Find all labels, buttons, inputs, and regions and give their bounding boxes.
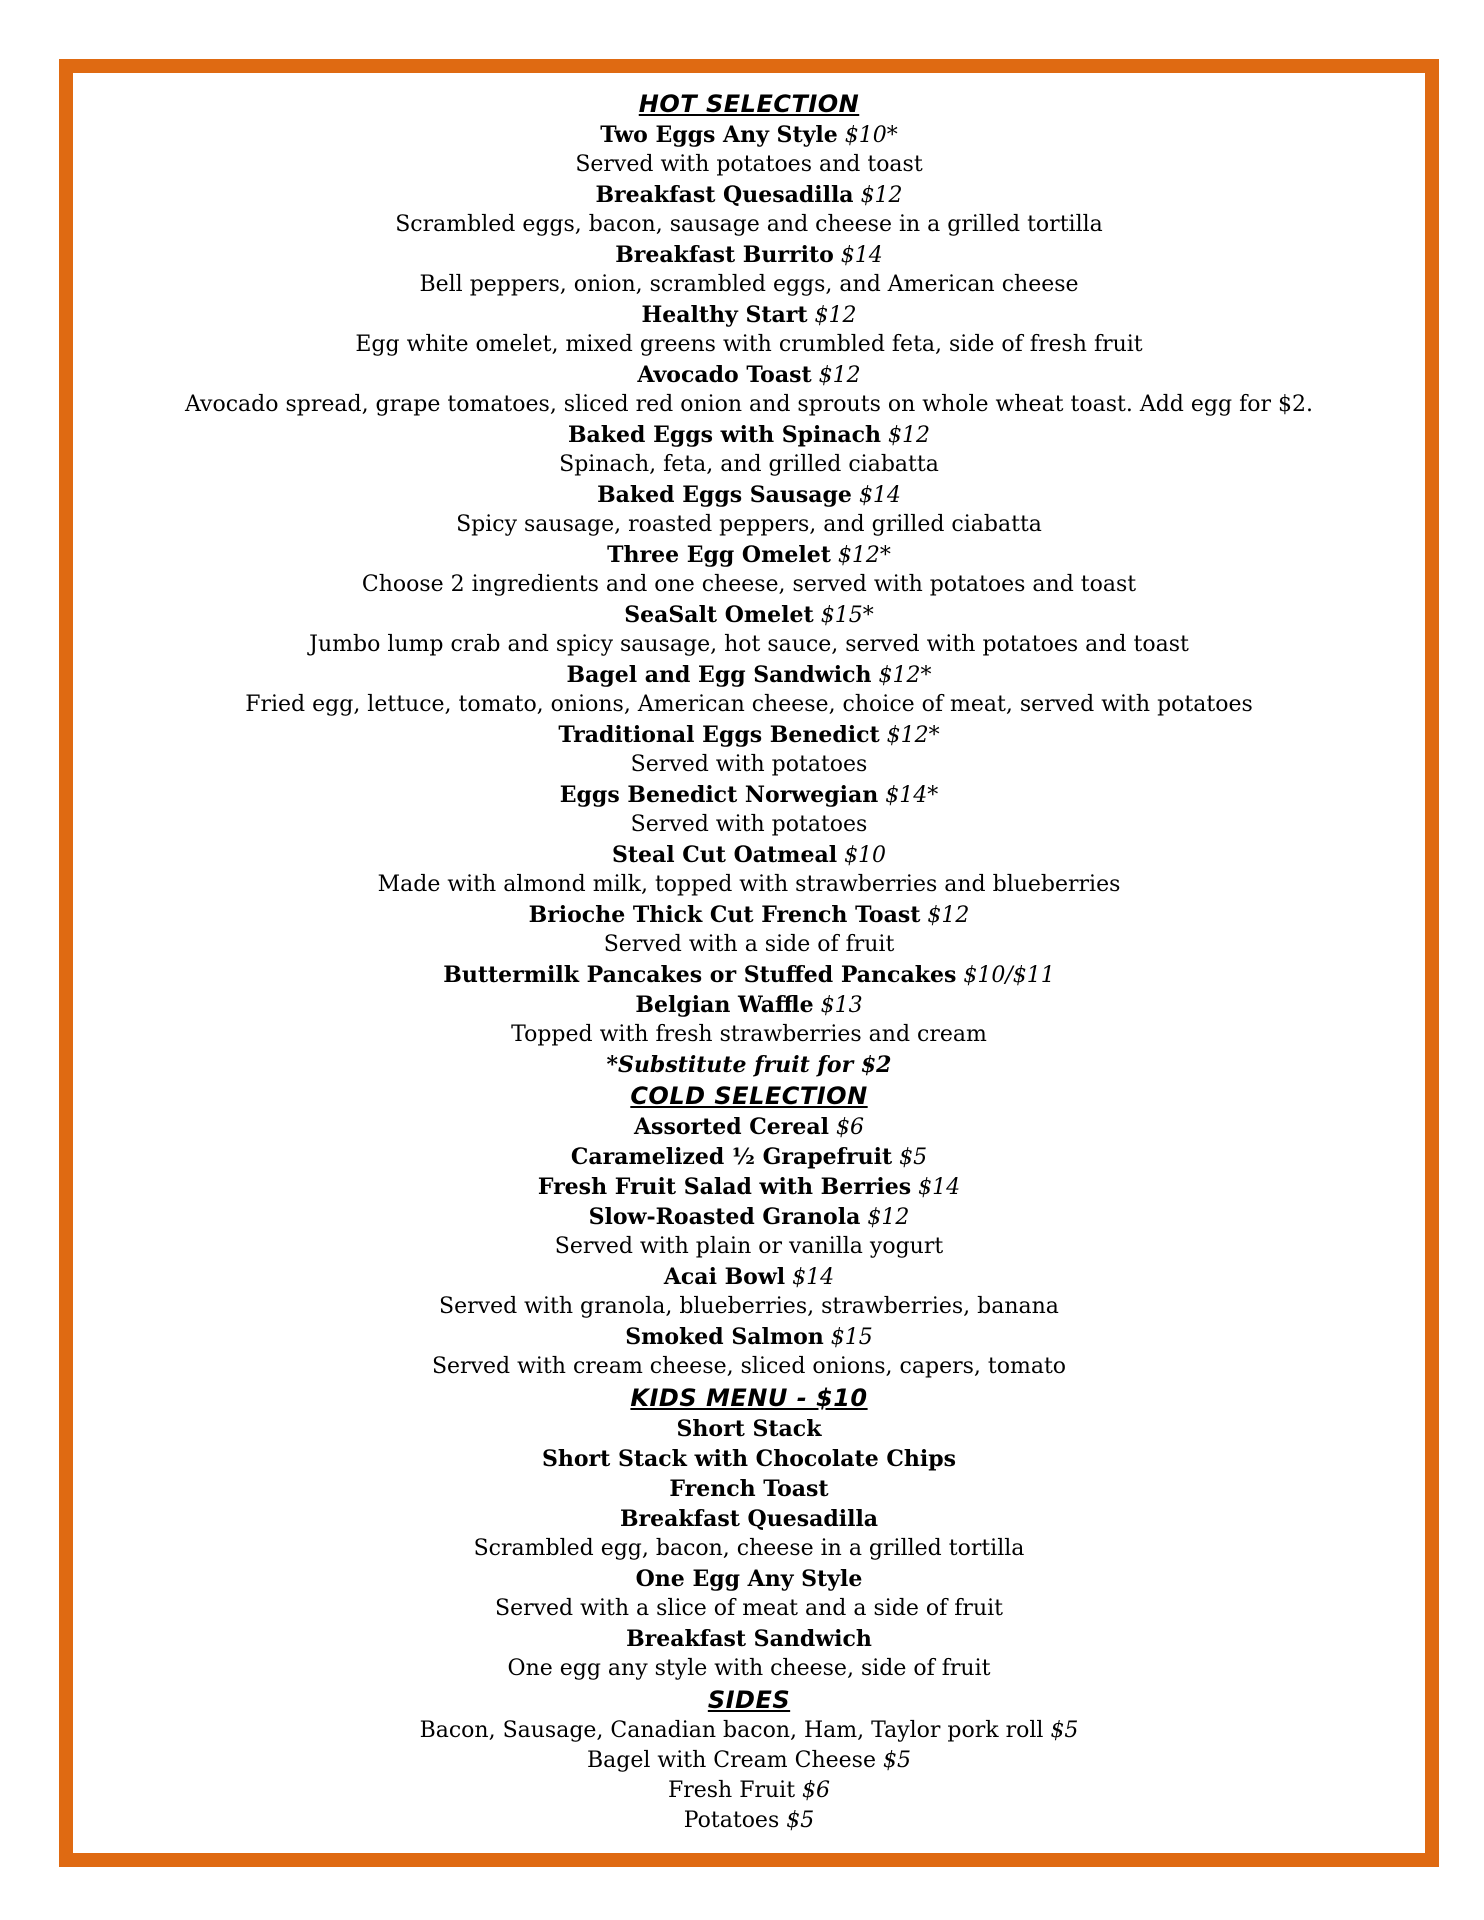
breakfast-menu <box>73 88 1425 1836</box>
menu-item-title-line <box>73 180 1425 210</box>
section-title: KIDS MENU - $10 <box>630 1384 868 1412</box>
menu-item-price: $14 <box>792 1265 835 1290</box>
menu-item-name: Slow-Roasted Granola <box>588 1204 861 1230</box>
menu-item-name: Traditional Eggs Benedict <box>558 722 880 748</box>
menu-item-description: Bell peppers, onion, scrambled eggs, and American cheese <box>419 272 1079 297</box>
menu-item-title-line <box>73 660 1425 690</box>
menu-item-price: $14 <box>858 483 901 508</box>
menu-item-price: $12 <box>814 303 857 328</box>
side-item <box>73 1746 1425 1776</box>
menu-item-price: $12* <box>837 543 891 568</box>
menu-item-name: Breakfast Quesadilla <box>619 1506 879 1532</box>
menu-item-title-line <box>73 990 1425 1020</box>
menu-item-description: Choose 2 ingredients and one cheese, served with potatoes and toast <box>361 572 1137 597</box>
section-title: COLD SELECTION <box>630 1082 868 1110</box>
menu-item-description: Jumbo lump crab and spicy sausage, hot sauce, served with potatoes and toast <box>309 632 1189 657</box>
menu-item-title-line <box>73 1172 1425 1202</box>
menu-item-price: $14 <box>918 1175 961 1200</box>
menu-item-name: Short Stack with Chocolate Chips <box>542 1446 956 1472</box>
menu-item-description: Served with a side of fruit <box>603 932 895 957</box>
menu-item-title-line <box>73 480 1425 510</box>
menu-item-price: $12 <box>860 183 903 208</box>
menu-item-description: Served with potatoes and toast <box>575 152 923 177</box>
side-item-price: $5 <box>1050 1718 1079 1743</box>
menu-item-price: $10/$11 <box>963 963 1055 988</box>
menu-item-title-line <box>73 240 1425 270</box>
menu-item-title-line <box>73 120 1425 150</box>
menu-item-name: Baked Eggs with Spinach <box>567 422 882 448</box>
menu-item-description: Scrambled egg, bacon, cheese in a grilled tortilla <box>473 1536 1025 1561</box>
menu-item-description: Avocado spread, grape tomatoes, sliced red onion and sprouts on whole wheat toast. Add egg for $2. <box>185 392 1313 417</box>
menu-item-description: Spicy sausage, roasted peppers, and grilled ciabatta <box>456 512 1042 537</box>
menu-item-name: Breakfast Sandwich <box>626 1626 872 1652</box>
menu-item-title-line <box>73 960 1425 990</box>
menu-item-price: $12 <box>818 363 861 388</box>
menu-item-name: Acai Bowl <box>663 1264 786 1290</box>
substitution-note: *Substitute fruit for $2 <box>606 1052 892 1078</box>
menu-item-name: Two Eggs Any Style <box>600 122 838 148</box>
menu-item-title-line <box>73 600 1425 630</box>
menu-item-name: Short Stack <box>676 1416 822 1442</box>
menu-item-name: Brioche Thick Cut French Toast <box>528 902 921 928</box>
menu-item-name: Buttermilk Pancakes or Stuffed Pancakes <box>443 962 957 988</box>
menu-item-title-line <box>73 720 1425 750</box>
menu-item-title-line <box>73 1444 1425 1474</box>
menu-item-price: $12* <box>886 723 940 748</box>
menu-item-name: Caramelized ½ Grapefruit <box>570 1144 893 1170</box>
menu-item-name: Steal Cut Oatmeal <box>611 842 838 868</box>
menu-item-description: Served with cream cheese, sliced onions, capers, tomato <box>431 1354 1067 1379</box>
menu-item-price: $14* <box>885 783 939 808</box>
menu-item-title-line <box>73 780 1425 810</box>
menu-item-title-line <box>73 1142 1425 1172</box>
side-item <box>73 1716 1425 1746</box>
menu-item-description: Spinach, feta, and grilled ciabatta <box>559 452 939 477</box>
menu-item-description: Egg white omelet, mixed greens with crumbled feta, side of fresh fruit <box>355 332 1143 357</box>
menu-item-name: Eggs Benedict Norwegian <box>559 782 879 808</box>
menu-item-description: Served with granola, blueberries, strawberries, banana <box>439 1294 1059 1319</box>
side-item-price: $6 <box>802 1778 831 1803</box>
menu-item-title-line <box>73 360 1425 390</box>
side-item-name: Bacon, Sausage, Canadian bacon, Ham, Taylor pork roll <box>419 1718 1044 1743</box>
menu-item-name: French Toast <box>669 1476 829 1502</box>
section-title: SIDES <box>707 1686 791 1714</box>
menu-item-name: Belgian Waffle <box>635 992 814 1018</box>
side-item <box>73 1776 1425 1806</box>
menu-item-price: $15* <box>820 603 874 628</box>
section-title: HOT SELECTION <box>638 90 860 118</box>
side-item-name: Potatoes <box>683 1808 780 1833</box>
menu-item-name: Breakfast Burrito <box>615 242 834 268</box>
menu-item-title-line <box>73 540 1425 570</box>
menu-item-name: Fresh Fruit Salad with Berries <box>537 1174 912 1200</box>
side-item-name: Fresh Fruit <box>667 1778 796 1803</box>
menu-item-price: $12 <box>867 1205 910 1230</box>
menu-item-name: Avocado Toast <box>637 362 812 388</box>
menu-item-title-line <box>73 1262 1425 1292</box>
menu-item-title-line <box>73 1322 1425 1352</box>
menu-item-title-line <box>73 1474 1425 1504</box>
menu-item-price: $14 <box>840 243 883 268</box>
menu-item-title-line <box>73 1112 1425 1142</box>
menu-item-title-line <box>73 1202 1425 1232</box>
menu-item-description: Made with almond milk, topped with strawberries and blueberries <box>377 872 1121 897</box>
menu-item-name: Baked Eggs Sausage <box>597 482 852 508</box>
side-item-price: $5 <box>786 1808 815 1833</box>
menu-item-title-line <box>73 420 1425 450</box>
menu-item-name: SeaSalt Omelet <box>624 602 814 628</box>
menu-item-name: Breakfast Quesadilla <box>595 182 854 208</box>
menu-item-description: Served with potatoes <box>630 812 868 837</box>
menu-item-price: $12* <box>878 663 932 688</box>
menu-item-name: Healthy Start <box>641 302 808 328</box>
menu-item-title-line <box>73 1624 1425 1654</box>
menu-item-price: $15 <box>830 1325 873 1350</box>
menu-item-name: One Egg Any Style <box>635 1566 863 1592</box>
menu-item-price: $12 <box>927 903 970 928</box>
menu-item-description: Served with a slice of meat and a side of fruit <box>495 1596 1003 1621</box>
menu-item-name: Smoked Salmon <box>625 1324 824 1350</box>
menu-item-title-line <box>73 300 1425 330</box>
menu-item-description: One egg any style with cheese, side of fruit <box>507 1656 991 1681</box>
menu-item-price: $10* <box>844 123 898 148</box>
menu-item-description: Served with potatoes <box>630 752 868 777</box>
menu-item-name: Assorted Cereal <box>633 1114 829 1140</box>
side-item <box>73 1806 1425 1836</box>
menu-item-description: Served with plain or vanilla yogurt <box>554 1234 944 1259</box>
menu-item-price: $5 <box>899 1145 928 1170</box>
menu-item-price: $10 <box>844 843 887 868</box>
side-item-price: $5 <box>882 1748 911 1773</box>
menu-item-price: $13 <box>820 993 863 1018</box>
menu-item-price: $12 <box>888 423 931 448</box>
menu-item-title-line <box>73 900 1425 930</box>
menu-item-title-line <box>73 1504 1425 1534</box>
side-item-name: Bagel with Cream Cheese <box>587 1748 876 1773</box>
menu-item-title-line <box>73 1564 1425 1594</box>
menu-item-description: Scrambled eggs, bacon, sausage and cheese in a grilled tortilla <box>395 212 1103 237</box>
menu-item-price: $6 <box>836 1115 864 1140</box>
menu-item-description: Topped with fresh strawberries and cream <box>511 1022 987 1047</box>
menu-item-name: Three Egg Omelet <box>607 542 831 568</box>
menu-item-title-line <box>73 840 1425 870</box>
menu-item-name: Bagel and Egg Sandwich <box>566 662 872 688</box>
menu-item-title-line <box>73 1414 1425 1444</box>
menu-item-description: Fried egg, lettuce, tomato, onions, American cheese, choice of meat, served with potatoes <box>245 692 1253 717</box>
